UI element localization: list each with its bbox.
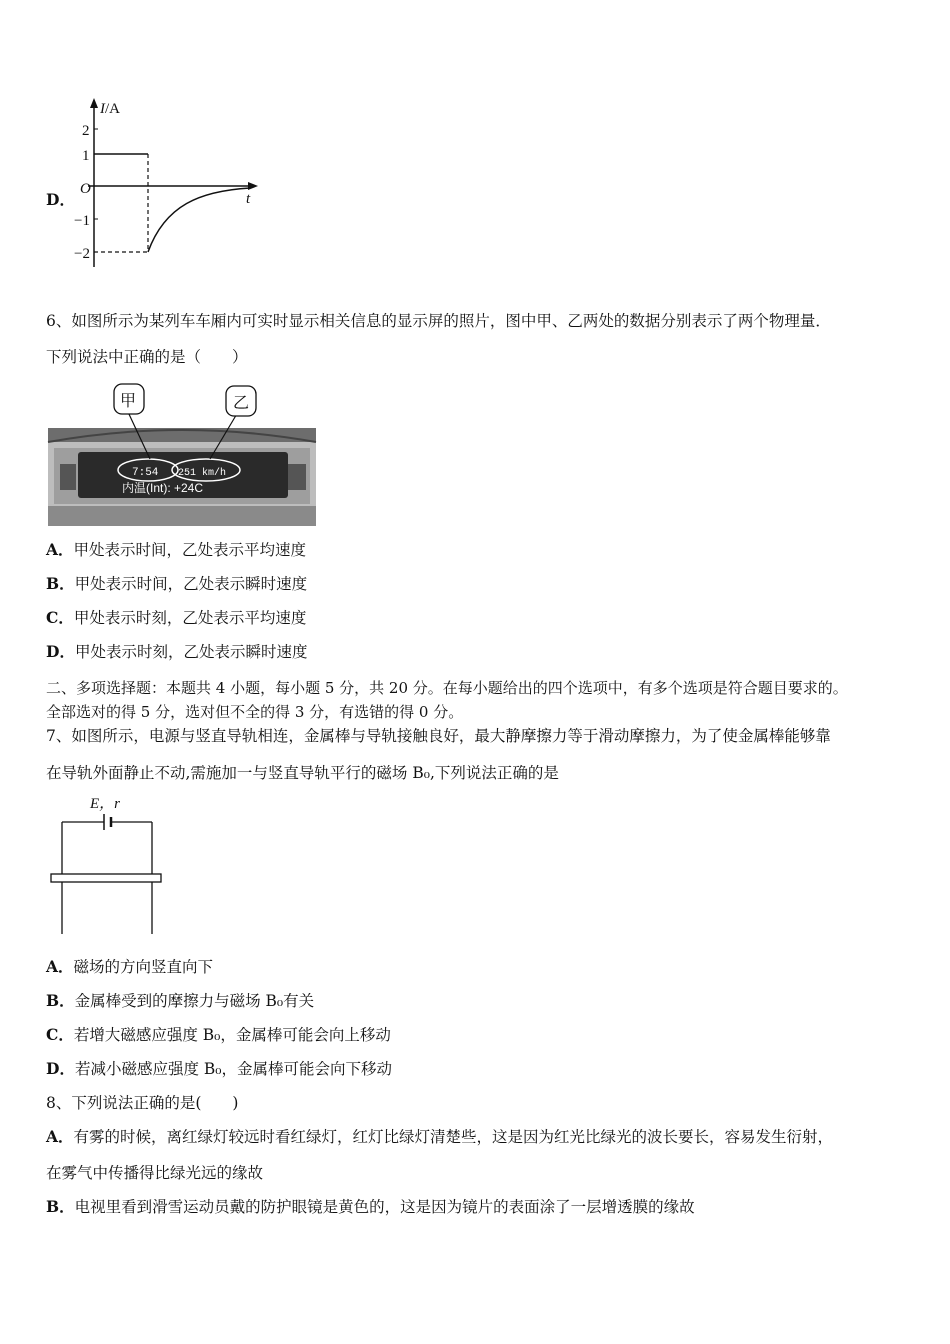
- q6-stem-line1: 6、如图所示为某列车车厢内可实时显示相关信息的显示屏的照片，图中甲、乙两处的数据分别表示了两个物理量．: [46, 312, 831, 330]
- q6-option-d: D．甲处表示时刻，乙处表示瞬时速度: [46, 642, 308, 661]
- q6-option-b: B．甲处表示时间，乙处表示瞬时速度: [46, 574, 308, 593]
- q8-option-a-line2: 在雾气中传播得比绿光远的缘故: [46, 1164, 264, 1182]
- q7-stem-line2: 在导轨外面静止不动,需施加一与竖直导轨平行的磁场 B₀,下列说法正确的是: [46, 764, 559, 782]
- train-display-photo: [48, 378, 318, 528]
- display-time: 7:54: [132, 467, 159, 479]
- graph-tick-neg2: −2: [74, 246, 90, 262]
- graph-y-label: I/A: [100, 101, 120, 117]
- current-time-graph: [60, 95, 270, 270]
- circuit-label: E，r: [90, 796, 121, 812]
- q6-option-c: C．甲处表示时刻，乙处表示平均速度: [46, 608, 307, 627]
- q8-option-b: B．电视里看到滑雪运动员戴的防护眼镜是黄色的，这是因为镜片的表面涂了一层增透膜的缘故: [46, 1197, 695, 1216]
- graph-x-label: t: [246, 191, 251, 207]
- graph-origin-label: O: [80, 181, 91, 197]
- metal-rod: [51, 874, 161, 882]
- bubble-jia-label: 甲: [120, 391, 137, 410]
- bubble-yi-label: 乙: [233, 393, 250, 412]
- graph-tick-1: 1: [82, 148, 90, 164]
- q6-stem-line2: 下列说法中正确的是（ ）: [46, 348, 248, 366]
- q7-option-a: A．磁场的方向竖直向下: [46, 957, 214, 976]
- q6-option-a: A．甲处表示时间，乙处表示平均速度: [46, 540, 307, 559]
- graph-decay-curve: [148, 188, 250, 252]
- section2-line1: 二、多项选择题：本题共 4 小题，每小题 5 分，共 20 分。在每小题给出的四个选项中，有多个选项是符合题目要求的。: [46, 679, 848, 697]
- display-speed: 251 km/h: [178, 468, 227, 479]
- q7-stem-line1: 7、如图所示，电源与竖直导轨相连，金属棒与导轨接触良好，最大静摩擦力等于滑动摩擦力，为了使金属棒能够靠: [46, 727, 831, 745]
- q8-option-a-line1: A．有雾的时候，离红绿灯较远时看红绿灯，红灯比绿灯清楚些，这是因为红光比绿光的波长要长，容易发生衍射，: [46, 1127, 834, 1146]
- display-temperature: 内温(Int): +24C: [122, 481, 204, 495]
- q5-option-d-label: D．: [46, 190, 75, 209]
- y-axis-arrow-icon: [90, 98, 98, 108]
- graph-tick-neg1: −1: [74, 213, 90, 229]
- circuit-diagram: [48, 792, 168, 937]
- q8-stem: 8、下列说法正确的是( ): [46, 1094, 239, 1112]
- graph-tick-2: 2: [82, 123, 90, 139]
- q7-option-d: D．若减小磁感应强度 B₀，金属棒可能会向下移动: [46, 1059, 392, 1078]
- section2-line2: 全部选对的得 5 分，选对但不全的得 3 分，有选错的得 0 分。: [46, 703, 464, 721]
- q7-option-b: B．金属棒受到的摩擦力与磁场 B₀有关: [46, 991, 315, 1010]
- q7-option-c: C．若增大磁感应强度 B₀，金属棒可能会向上移动: [46, 1025, 391, 1044]
- x-axis-arrow-icon: [248, 182, 258, 190]
